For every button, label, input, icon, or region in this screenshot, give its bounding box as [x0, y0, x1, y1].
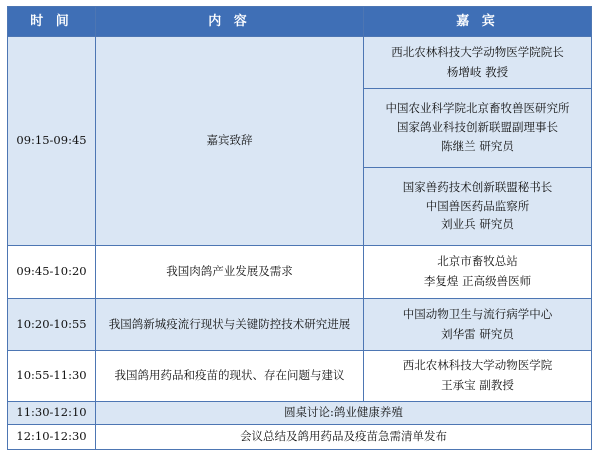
table-row — [8, 246, 592, 299]
guest-line: 北京市畜牧总站 — [437, 254, 518, 269]
guest-cell — [364, 351, 592, 402]
guest-cell — [364, 37, 592, 89]
guest-line: 西北农林科技大学动物医学院 — [402, 358, 553, 373]
guest-line: 西北农林科技大学动物医学院院长 — [391, 44, 564, 59]
guest-line: 刘华雷 研究员 — [441, 326, 514, 341]
content-cell: 我国鸽新城疫流行现状与关键防控技术研究进展 — [96, 299, 364, 351]
table-row — [8, 37, 592, 89]
content-cell: 我国肉鸽产业发展及需求 — [96, 246, 364, 299]
guest-cell — [364, 299, 592, 351]
header-guest: 嘉 宾 — [364, 7, 592, 37]
time-cell: 09:45-10:20 — [8, 246, 96, 299]
time-cell: 09:15-09:45 — [8, 37, 96, 246]
guest-line: 中国动物卫生与流行病学中心 — [402, 306, 553, 321]
time-cell: 10:55-11:30 — [8, 351, 96, 402]
content-cell: 嘉宾致辞 — [96, 37, 364, 246]
header-row — [8, 7, 592, 37]
time-cell: 11:30-12:10 — [8, 402, 96, 425]
content-cell: 圆桌讨论:鸽业健康养殖 — [96, 402, 592, 425]
guest-cell — [364, 89, 592, 168]
guest-cell — [364, 168, 592, 246]
time-cell: 10:20-10:55 — [8, 299, 96, 351]
content-cell: 会议总结及鸽用药品及疫苗急需清单发布 — [96, 425, 592, 450]
guest-line: 李复煌 正高级兽医师 — [423, 274, 532, 288]
time-cell: 12:10-12:30 — [8, 425, 96, 450]
header-content: 内 容 — [96, 7, 364, 37]
table-row — [8, 351, 592, 402]
header-time: 时 间 — [8, 7, 96, 37]
guest-line: 陈继兰 研究员 — [441, 138, 514, 153]
table-row — [8, 299, 592, 351]
guest-line: 刘业兵 研究员 — [441, 217, 514, 232]
agenda-table — [7, 6, 592, 450]
guest-cell — [364, 246, 592, 299]
guest-line: 中国兽医药品监察所 — [425, 198, 530, 213]
guest-line: 国家兽药技术创新联盟秘书长 — [402, 179, 553, 194]
guest-line: 杨增岐 教授 — [446, 64, 509, 79]
guest-line: 国家鸽业科技创新联盟副理事长 — [397, 120, 558, 135]
content-cell: 我国鸽用药品和疫苗的现状、存在问题与建议 — [96, 351, 364, 402]
table-row — [8, 425, 592, 450]
guest-line: 王承宝 副教授 — [441, 378, 514, 392]
table-row — [8, 402, 592, 425]
guest-line: 中国农业科学院北京畜牧兽医研究所 — [385, 101, 570, 116]
